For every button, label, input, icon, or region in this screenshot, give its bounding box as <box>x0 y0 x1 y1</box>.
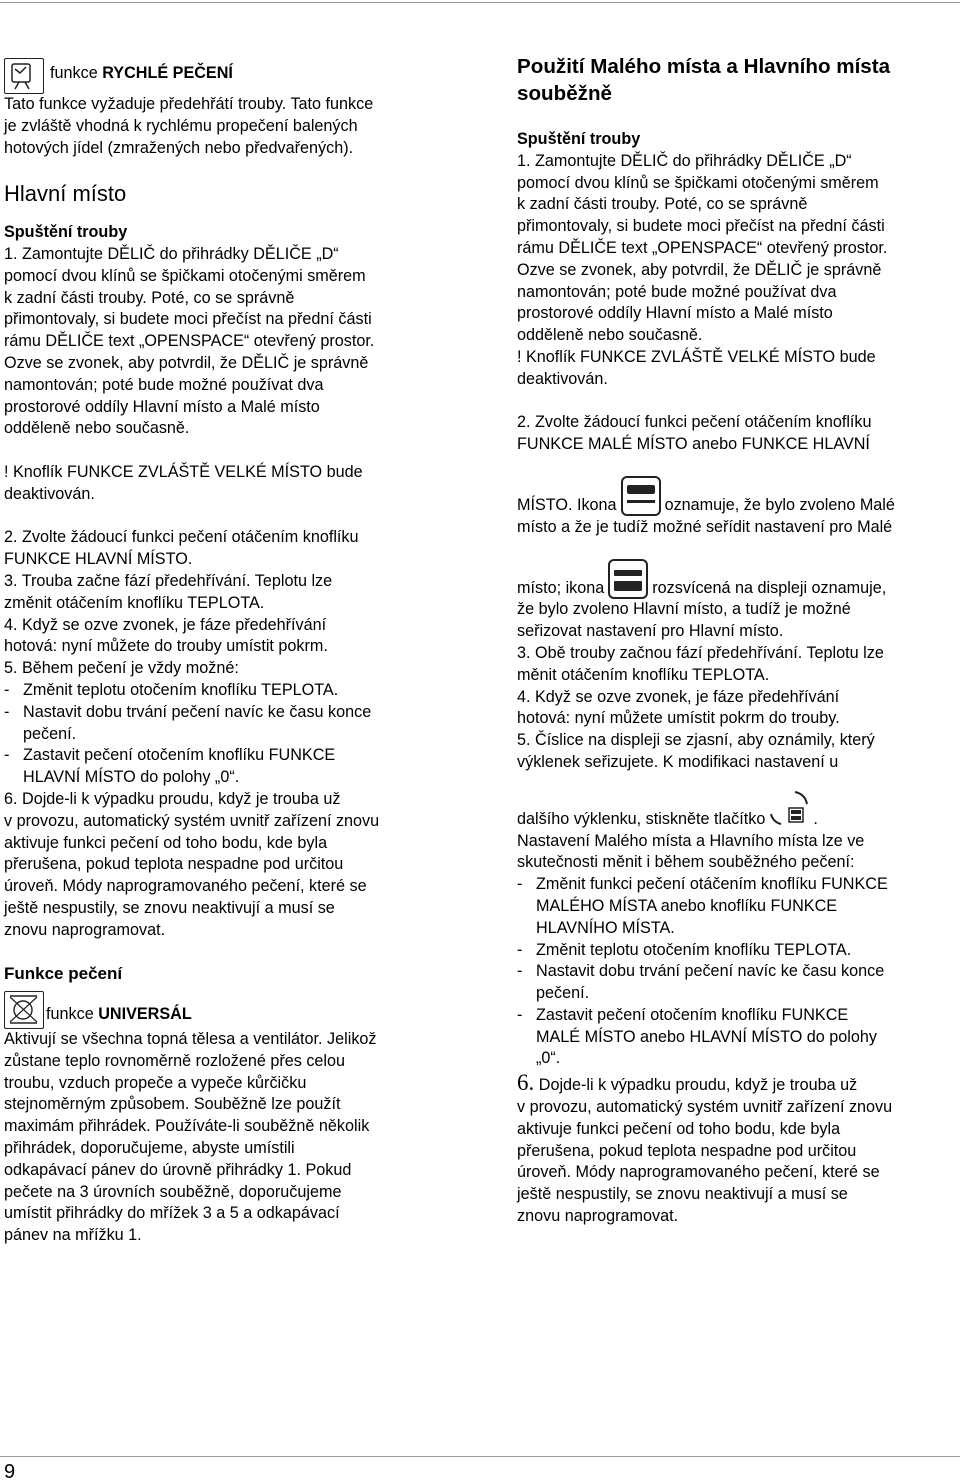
universal-line: stejnoměrným způsobem. Souběžně lze použít <box>4 1095 341 1114</box>
universal-line: umístit přihrádky do mřížek 3 a 5 a odkapávací <box>4 1204 340 1223</box>
concurrent-title: Použití Malého místa a Hlavního místa <box>517 55 891 78</box>
note-line: ! Knoflík FUNKCE ZVLÁŠTĚ VELKÉ MÍSTO bude <box>4 462 363 481</box>
step1-line: 1. Zamontujte DĚLIČ do přihrádky DĚLIČE „D“ <box>517 151 852 170</box>
icon2-line: místo; ikona rozsvícená na displeji oznamuje, <box>517 559 957 600</box>
note-line: deaktivován. <box>517 369 608 388</box>
step1-line: Ozve se zvonek, aby potvrdil, že DĚLIČ je správně <box>517 260 882 279</box>
step3-line: 3. Obě trouby začnou fází předehřívání. Teplotu lze <box>517 643 884 662</box>
step3-line: 3. Trouba začne fází předehřívání. Teplotu lze <box>4 571 333 590</box>
step3-line: měnit otáčením knoflíku TEPLOTA. <box>517 665 770 684</box>
step1-line: prostorové oddíly Hlavní místo a Malé místo <box>4 397 320 416</box>
top-rule <box>0 2 960 3</box>
step6-line: znovu naprogramovat. <box>4 920 166 939</box>
icon1-line: MÍSTO. Ikona oznamuje, že bylo zvoleno Malé <box>517 476 957 517</box>
universal-line: pánev na mřížku 1. <box>4 1226 142 1245</box>
after-button-line: Nastavení Malého místa a Hlavního místa lze ve <box>517 831 865 850</box>
step6-line: v provozu, automatický systém uvnitř zařízení znovu <box>4 811 380 830</box>
step1-line: přimontovaly, si budete moci přečíst na přední části <box>517 217 885 236</box>
functions-title: Funkce pečení <box>4 964 123 984</box>
step5-line: výklenek seřizujete. K modifikaci nastavení u <box>517 752 839 771</box>
step1-line: Ozve se zvonek, aby potvrdil, že DĚLIČ je správně <box>4 353 369 372</box>
step6-line: aktivuje funkci pečení od toho bodu, kde byla <box>4 833 328 852</box>
universal-line: Aktivují se všechna topná tělesa a ventilátor. Jelikož <box>4 1030 377 1049</box>
icon2-line: že bylo zvoleno Hlavní místo, a tudíž je možné <box>517 600 851 619</box>
step6-line: přerušena, pokud teplota nespadne pod určitou <box>517 1141 857 1160</box>
universal-line: troubu, vzduch propeče a vypeče kůrčičku <box>4 1073 307 1092</box>
note-line: deaktivován. <box>4 484 95 503</box>
universal-line: odkapávací pánev do úrovně přihrádky 1. Pokud <box>4 1160 352 1179</box>
rapid-function-block <box>4 58 452 159</box>
switch-oven-button-icon <box>767 790 811 830</box>
step6-line: ještě nespustily, se znovu neaktivují a musí se <box>517 1185 848 1204</box>
step3-line: změnit otáčením knoflíku TEPLOTA. <box>4 593 265 612</box>
left-column <box>4 54 452 1247</box>
universal-line: zůstane teplo rovnoměrně rozložené přes celou <box>4 1051 346 1070</box>
step1-line: přimontovaly, si budete moci přečíst na přední části <box>4 310 372 329</box>
step4-line: 4. Když se ozve zvonek, je fáze předehřívání <box>517 687 840 706</box>
step1-line: pomocí dvou klínů se špičkami otočenými směrem <box>4 266 366 285</box>
start-oven-title: Spuštění trouby <box>4 223 128 242</box>
step1-line: namontován; poté bude možné používat dva <box>4 375 324 394</box>
step6-line: znovu naprogramovat. <box>517 1207 679 1226</box>
icon2-line: seřizovat nastavení pro Hlavní místo. <box>517 622 784 641</box>
step6-block <box>4 789 452 942</box>
step6-line: úroveň. Módy naprogramovaného pečení, které se <box>4 877 367 896</box>
rapid-line: je zvláště vhodná k rychlému propečení balených <box>4 116 358 135</box>
step6-line: 6. Dojde-li k výpadku proudu, když je trouba už <box>517 1070 858 1096</box>
main-place-title: Hlavní místo <box>4 181 127 207</box>
step4-line: hotová: nyní můžete umístit pokrm do trouby. <box>517 709 840 728</box>
step1-block <box>4 244 452 440</box>
step6-line: v provozu, automatický systém uvnitř zařízení znovu <box>517 1098 893 1117</box>
step2-line: 2. Zvolte žádoucí funkci pečení otáčením knoflíku <box>4 528 359 547</box>
step4-line: hotová: nyní můžete do trouby umístit pokrm. <box>4 637 328 656</box>
small-place-icon <box>621 476 661 516</box>
step2-line: FUNKCE MALÉ MÍSTO anebo FUNKCE HLAVNÍ <box>517 435 870 454</box>
universal-line: pečete na 3 úrovních souběžně, doporučujeme <box>4 1182 342 1201</box>
step6-line: 6. Dojde-li k výpadku proudu, když je trouba už <box>4 789 341 808</box>
universal-line: maximám přihrádek. Používáte-li souběžně několik <box>4 1117 370 1136</box>
step1-line: odděleně nebo současně. <box>4 419 190 438</box>
page-number: 9 <box>4 1461 16 1483</box>
step2-line: 2. Zvolte žádoucí funkci pečení otáčením knoflíku <box>517 413 872 432</box>
step1-line: k zadní části trouby. Poté, co se správně <box>4 288 295 307</box>
bottom-rule <box>0 1456 960 1457</box>
universal-line: přihrádek, doporučujeme, abyste umístili <box>4 1139 295 1158</box>
step1-line: prostorové oddíly Hlavní místo a Malé místo <box>517 304 833 323</box>
step6-line: aktivuje funkci pečení od toho bodu, kde byla <box>517 1119 841 1138</box>
step1-line: 1. Zamontujte DĚLIČ do přihrádky DĚLIČE „D“ <box>4 244 339 263</box>
dash-item: - Zastavit pečení otočením knoflíku FUNKCE HLAVNÍ MÍSTO do polohy „0“. <box>4 746 336 787</box>
rapid-prefix: funkce <box>50 64 103 82</box>
right-column <box>517 54 957 1228</box>
icon1-line2: místo a že je tudíž možné seřídit nastavení pro Malé <box>517 517 893 536</box>
concurrent-title: souběžně <box>517 81 612 105</box>
step1-line: rámu DĚLIČE text „OPENSPACE“ otevřený prostor. <box>517 238 888 257</box>
start-oven-title: Spuštění trouby <box>517 130 641 148</box>
dash-item: - Změnit teplotu otočením knoflíku TEPLOTA. <box>517 940 852 959</box>
step1-line: k zadní části trouby. Poté, co se správně <box>517 195 808 214</box>
step6-line: úroveň. Módy naprogramovaného pečení, které se <box>517 1163 880 1182</box>
step6-line: ještě nespustily, se znovu neaktivují a musí se <box>4 898 335 917</box>
step1-line: odděleně nebo současně. <box>517 326 703 345</box>
note-line: ! Knoflík FUNKCE ZVLÁŠTĚ VELKÉ MÍSTO bude <box>517 347 876 366</box>
rapid-line: Tato funkce vyžaduje předehřátí trouby. Tato funkce <box>4 95 374 113</box>
dash-item: - Změnit teplotu otočením knoflíku TEPLOTA. <box>4 680 339 699</box>
main-place-icon <box>608 559 648 599</box>
dash-item: - Nastavit dobu trvání pečení navíc ke času konce pečení. <box>4 702 372 743</box>
step2-line: FUNKCE HLAVNÍ MÍSTO. <box>4 550 193 569</box>
universal-icon <box>4 991 44 1029</box>
dash-item: - Nastavit dobu trvání pečení navíc ke času konce pečení. <box>517 962 885 1003</box>
universal-prefix: funkce <box>46 1005 99 1024</box>
universal-heading <box>4 991 452 1029</box>
step1-line: rámu DĚLIČE text „OPENSPACE“ otevřený prostor. <box>4 332 375 351</box>
step1-line: namontován; poté bude možné používat dva <box>517 282 837 301</box>
after-button-line: skutečnosti měnit i během souběžného pečení: <box>517 853 855 872</box>
step5-line: 5. Během pečení je vždy možné: <box>4 659 239 678</box>
universal-name: UNIVERSÁL <box>98 1005 192 1024</box>
button-line: dalšího výklenku, stiskněte tlačítko . <box>517 790 957 831</box>
rapid-name: RYCHLÉ PEČENÍ <box>102 64 233 82</box>
rapid-line: hotových jídel (zmražených nebo předvařených). <box>4 138 354 157</box>
dash-item: - Zastavit pečení otočením knoflíku FUNKCE MALÉ MÍSTO anebo HLAVNÍ MÍSTO do polohy „0“. <box>517 1005 877 1068</box>
step5-line: 5. Číslice na displeji se zjasní, aby oznámily, který <box>517 731 875 750</box>
step6-line: přerušena, pokud teplota nespadne pod určitou <box>4 855 344 874</box>
step1-line: pomocí dvou klínů se špičkami otočenými směrem <box>517 173 879 192</box>
rapid-bake-icon <box>4 58 44 94</box>
dash-item: - Změnit funkci pečení otáčením knoflíku FUNKCE MALÉHO MÍSTA anebo knoflíku FUNKCE HLAVNÍHO MÍSTA. <box>517 875 888 937</box>
step4-line: 4. Když se ozve zvonek, je fáze předehřívání <box>4 615 327 634</box>
